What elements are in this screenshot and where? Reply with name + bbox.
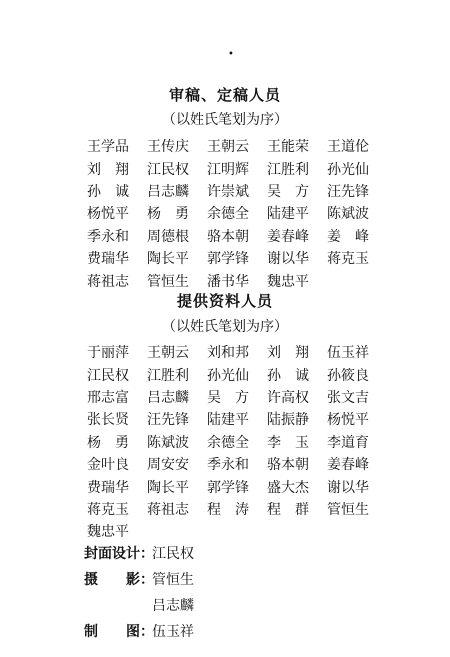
person-name: 陆建平 [267, 206, 309, 223]
providers-names-row [87, 387, 387, 409]
person-name: 江胜利 [267, 161, 309, 178]
person-name: 王朝云 [207, 139, 249, 156]
person-name: 王朝云 [147, 345, 189, 362]
person-name: 陆振静 [267, 412, 309, 429]
person-name: 杨悦平 [327, 412, 369, 429]
person-name: 刘和邦 [207, 345, 249, 362]
providers-names-grid [87, 342, 387, 544]
review-section-note: （以姓氏笔划为序） [162, 112, 288, 128]
person-name: 陶长平 [147, 251, 189, 268]
credit-person: 江民权 [152, 546, 194, 562]
person-name: 张文吉 [327, 389, 369, 406]
review-names-row [87, 136, 387, 158]
person-name: 陈斌波 [147, 434, 189, 451]
person-name: 蒋祖志 [147, 501, 189, 518]
person-name: 费瑞华 [87, 251, 129, 268]
review-names-row [87, 203, 387, 225]
person-name: 汪先锋 [327, 183, 369, 200]
person-name: 杨 勇 [87, 434, 129, 451]
person-name: 许高权 [267, 389, 309, 406]
person-name: 邢志富 [87, 389, 129, 406]
person-name: 吕志麟 [147, 183, 189, 200]
person-name: 盛大杰 [267, 479, 309, 496]
person-name: 程 涛 [207, 501, 249, 518]
person-name: 孙光仙 [327, 161, 369, 178]
person-name: 王学品 [87, 139, 129, 156]
person-name: 骆本朝 [207, 228, 249, 245]
person-name: 王道伦 [327, 139, 369, 156]
person-name: 江民权 [147, 161, 189, 178]
person-name: 费瑞华 [87, 479, 129, 496]
person-name: 余德全 [207, 206, 249, 223]
person-name: 潘书华 [207, 273, 249, 290]
person-name: 季永和 [207, 457, 249, 474]
review-names-row [87, 226, 387, 248]
person-name: 王传庆 [147, 139, 189, 156]
person-name: 于丽萍 [87, 345, 129, 362]
person-name: 程 群 [267, 501, 309, 518]
person-name: 管恒生 [147, 273, 189, 290]
person-name: 孙 诚 [267, 367, 309, 384]
person-name: 李道育 [327, 434, 369, 451]
credit-role: 制 图： [84, 624, 154, 640]
credit-line [84, 592, 194, 618]
review-names-row [87, 181, 387, 203]
person-name: 孙 诚 [87, 183, 129, 200]
person-name: 江民权 [87, 367, 129, 384]
person-name: 季永和 [87, 228, 129, 245]
person-name: 金叶良 [87, 457, 129, 474]
person-name: 孙筱良 [327, 367, 369, 384]
person-name: 陈斌波 [327, 206, 369, 223]
person-name: 魏忠平 [267, 273, 309, 290]
credit-person: 管恒生 [152, 572, 194, 588]
credit-line [84, 566, 194, 592]
credit-role: 摄 影： [84, 572, 154, 588]
person-name: 蒋祖志 [87, 273, 129, 290]
credit-role: 封面设计： [84, 546, 154, 562]
providers-names-row [87, 342, 387, 364]
person-name: 周安安 [147, 457, 189, 474]
person-name: 姜 峰 [327, 228, 369, 245]
person-name: 刘 翔 [87, 161, 129, 178]
person-name: 伍玉祥 [327, 345, 369, 362]
credit-line [84, 540, 194, 566]
providers-section-note: （以姓氏笔划为序） [162, 319, 288, 335]
person-name: 李 玉 [267, 434, 309, 451]
person-name: 陆建平 [207, 412, 249, 429]
person-name: 刘 翔 [267, 345, 309, 362]
person-name: 许崇斌 [207, 183, 249, 200]
person-name: 魏忠平 [87, 524, 129, 541]
credit-person: 伍玉祥 [152, 624, 194, 640]
providers-names-row [87, 432, 387, 454]
review-names-row [87, 248, 387, 270]
credit-line [84, 618, 194, 644]
providers-names-row [87, 499, 387, 521]
person-name: 江明辉 [207, 161, 249, 178]
person-name: 周德根 [147, 228, 189, 245]
person-name: 陶长平 [147, 479, 189, 496]
providers-section-title: 提供资料人员 [176, 292, 273, 310]
person-name: 谢以华 [267, 251, 309, 268]
providers-names-row [87, 364, 387, 386]
person-name: 骆本朝 [267, 457, 309, 474]
person-name: 管恒生 [327, 501, 369, 518]
person-name: 吴 方 [207, 389, 249, 406]
providers-names-row [87, 476, 387, 498]
review-names-grid [87, 136, 387, 293]
person-name: 吕志麟 [147, 389, 189, 406]
person-name: 汪先锋 [147, 412, 189, 429]
person-name: 吴 方 [267, 183, 309, 200]
credits-block [84, 540, 194, 644]
page-mark: • [228, 49, 234, 60]
review-names-row [87, 270, 387, 292]
person-name: 郭学锋 [207, 479, 249, 496]
credit-person: 吕志麟 [152, 598, 194, 614]
person-name: 蒋克玉 [87, 501, 129, 518]
person-name: 杨悦平 [87, 206, 129, 223]
providers-names-row [87, 409, 387, 431]
person-name: 蒋克玉 [327, 251, 369, 268]
person-name: 杨 勇 [147, 206, 189, 223]
person-name: 郭学锋 [207, 251, 249, 268]
person-name: 姜春峰 [267, 228, 309, 245]
review-names-row [87, 158, 387, 180]
providers-names-row [87, 454, 387, 476]
person-name: 王能荣 [267, 139, 309, 156]
review-section-title: 审稿、定稿人员 [168, 86, 281, 104]
person-name: 江胜利 [147, 367, 189, 384]
person-name: 姜春峰 [327, 457, 369, 474]
person-name: 谢以华 [327, 479, 369, 496]
person-name: 张长贤 [87, 412, 129, 429]
person-name: 余德全 [207, 434, 249, 451]
person-name: 孙光仙 [207, 367, 249, 384]
